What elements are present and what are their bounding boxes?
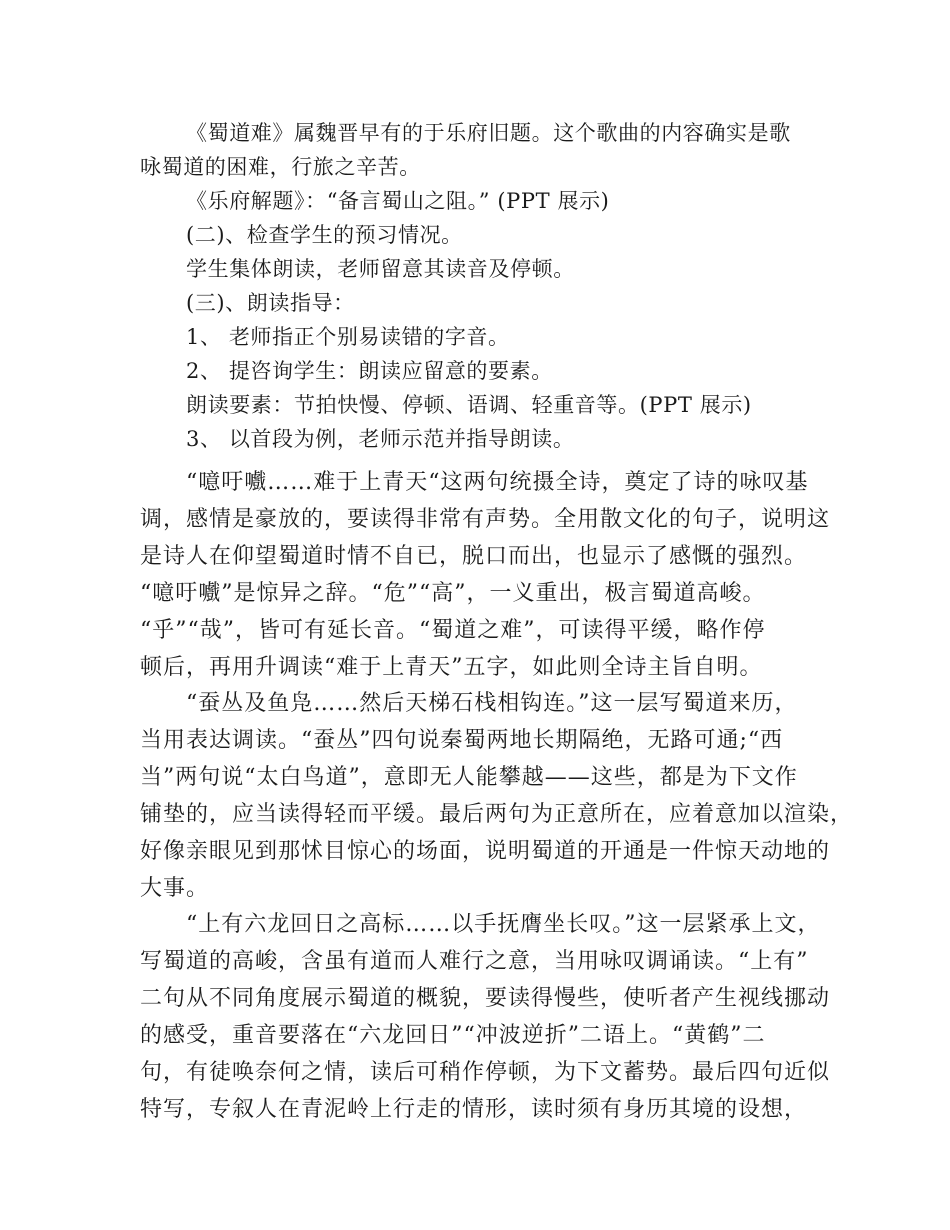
- paragraph-reading-elements: [140, 388, 820, 422]
- text-line: 1、 老师指正个别易读错的字音。: [186, 325, 510, 349]
- text-line: 咏蜀道的困难，行旅之辛苦。: [140, 155, 421, 179]
- text-line: 铺垫的，应当读得轻而平缓。最后两句为正意所在，应着意加以渲染，: [140, 802, 854, 827]
- paragraph-analysis-2: [140, 685, 854, 907]
- paragraph-intro: [140, 116, 820, 184]
- text-line: 的感受，重音要落在“六龙回日”“冲波逆折”二语上。“黄鹤”二: [140, 1023, 766, 1048]
- text-line: (三)、朗读指导：: [186, 291, 355, 315]
- text-line: 大事。: [140, 876, 210, 901]
- text-line: 学生集体朗读，老师留意其读音及停顿。: [186, 257, 575, 281]
- text-line: 《蜀道难》属魏晋早有的于乐府旧题。这个歌曲的内容确实是歌: [186, 121, 791, 145]
- text-line: 是诗人在仰望蜀道时情不自已，脱口而出，也显示了感慨的强烈。: [140, 544, 808, 569]
- text-line: “噫吁嚱……难于上青天“这两句统摄全诗，奠定了诗的咏叹基: [186, 470, 809, 495]
- text-line: 好像亲眼见到那怵目惊心的场面，说明蜀道的开通是一件惊天动地的: [140, 839, 831, 864]
- text-line: 特写，专叙人在青泥岭上行走的情形，读时须有身历其境的设想，: [140, 1097, 808, 1122]
- text-line: 调，感情是豪放的，要读得非常有声势。全用散文化的句子，说明这: [140, 507, 831, 532]
- text-line: 2、 提咨询学生：朗读应留意的要素。: [186, 359, 553, 383]
- paragraph-analysis-3: [140, 906, 831, 1128]
- text-line: 当用表达调读。“蚕丛”四句说秦蜀两地长期隔绝，无路可通;“西: [140, 728, 784, 753]
- text-line: (二)、检查学生的预习情况。: [186, 223, 463, 247]
- text-line: 《乐府解题》：“备言蜀山之阻。” (PPT 展示): [186, 189, 610, 213]
- paragraph-analysis-1: [140, 464, 831, 686]
- text-line: “噫吁嚱”是惊异之辞。“危”“高”，一义重出，极言蜀道高峻。: [140, 581, 766, 606]
- text-line: “上有六龙回日之高标……以手抚膺坐长叹。”这一层紧承上文，: [186, 912, 821, 937]
- text-line: 3、 以首段为例，老师示范并指导朗读。: [186, 427, 575, 451]
- list-item-3: [140, 422, 820, 456]
- text-line: 句，有徒唤奈何之情，读后可稍作停顿，为下文蓄势。最后四句近似: [140, 1060, 831, 1085]
- text-line: 二句从不同角度展示蜀道的概貌，要读得慢些，使听者产生视线挪动: [140, 986, 831, 1011]
- list-item-2: [140, 354, 820, 388]
- text-line: 顿后，再用升调读“难于上青天”五字，如此则全诗主旨自明。: [140, 655, 763, 680]
- text-line: “乎”“哉”，皆可有延长音。“蜀道之难”，可读得平缓，略作停: [140, 618, 766, 643]
- paragraph-yuefu-quote: [140, 184, 820, 218]
- text-line: “蚕丛及鱼凫……然后天梯石栈相钩连。”这一层写蜀道来历，: [186, 691, 798, 716]
- section-heading-3: [140, 286, 820, 320]
- list-item-1: [140, 320, 820, 354]
- section-heading-2: [140, 218, 820, 252]
- paragraph-group-reading: [140, 252, 820, 286]
- text-line: 当”两句说“太白鸟道”，意即无人能攀越——这些，都是为下文作: [140, 765, 798, 790]
- text-line: 朗读要素：节拍快慢、停顿、语调、轻重音等。(PPT 展示): [186, 393, 752, 417]
- text-line: 写蜀道的高峻，含虽有道而人难行之意，当用咏叹调诵读。“上有”: [140, 949, 809, 974]
